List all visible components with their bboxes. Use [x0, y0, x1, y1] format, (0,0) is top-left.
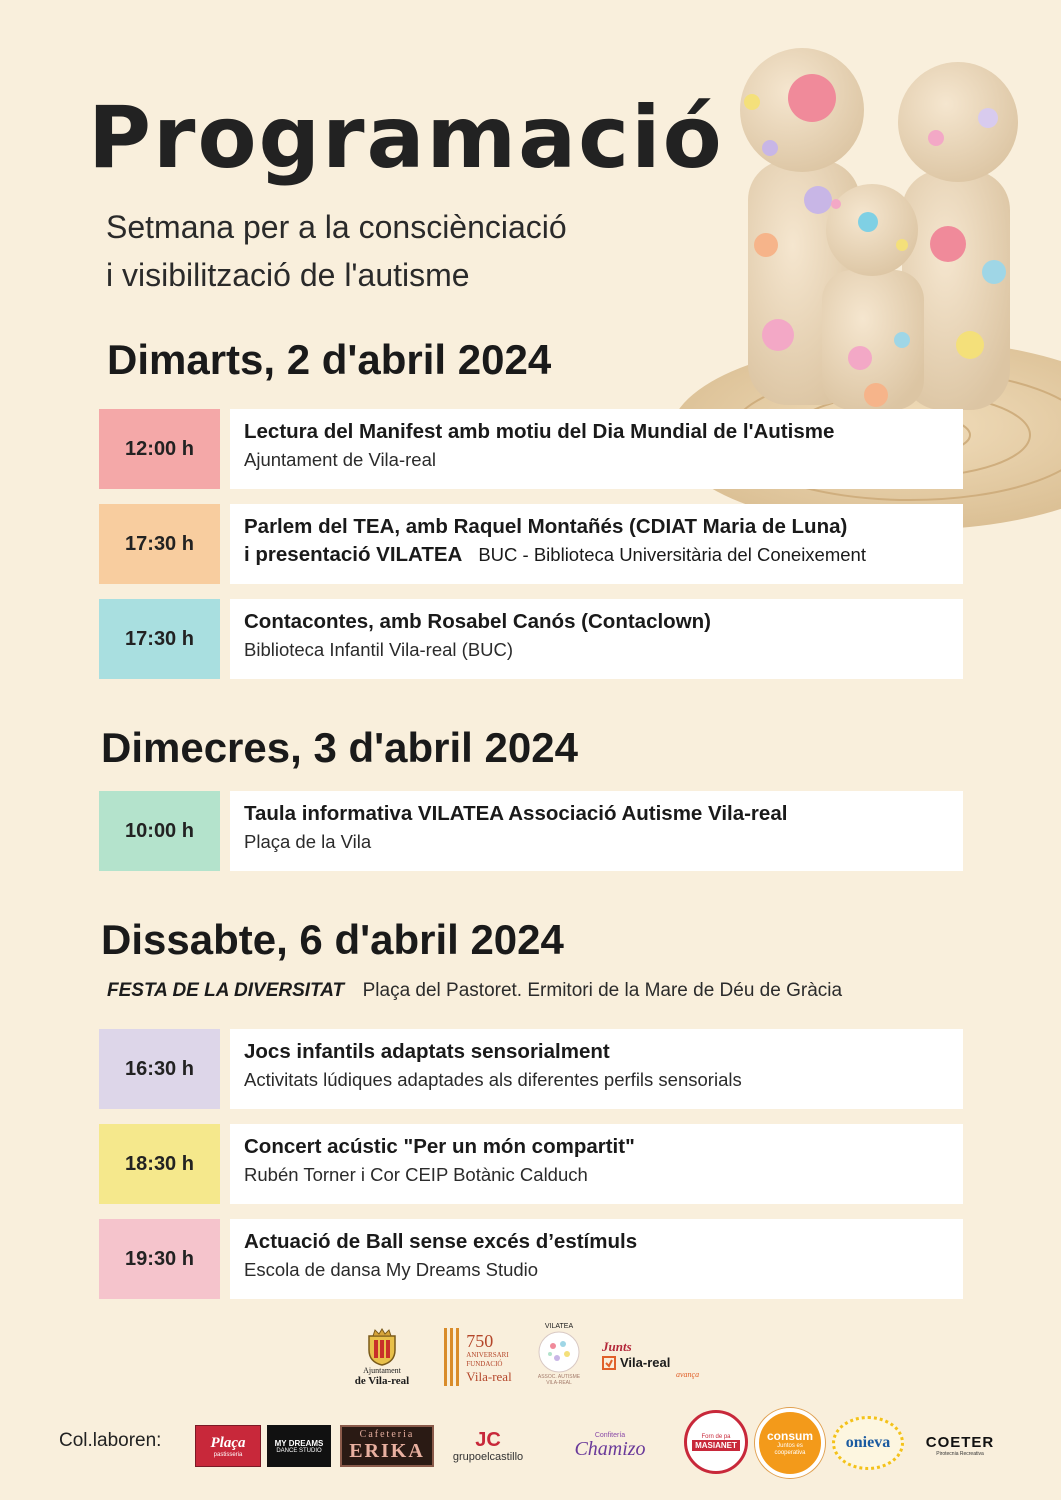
event-row [99, 504, 963, 584]
consum-logo [755, 1408, 825, 1478]
event-card [230, 791, 963, 871]
junts-square-icon [602, 1356, 616, 1370]
event-subtitle: Biblioteca Infantil Vila-real (BUC) [244, 639, 514, 660]
ajuntament-line-2: de Vila-real [354, 1374, 410, 1387]
day-heading: Dimecres, 3 d'abril 2024 [101, 724, 578, 771]
event-title: Parlem del TEA, amb Raquel Montañés (CDIAT Maria de Luna) [244, 515, 848, 538]
event-subtitle: BUC - Biblioteca Universitària del Coneixement [478, 544, 866, 565]
event-row [99, 1124, 963, 1204]
junts-line-2: Vila-real [620, 1355, 671, 1370]
collaborators-label: Col.laboren: [59, 1430, 162, 1451]
event-subtitle: Plaça de la Vila [244, 831, 372, 852]
junts-line-1: Junts [602, 1339, 632, 1354]
event-time: 17:30 h [99, 504, 220, 584]
event-row [99, 409, 963, 489]
event-row [99, 1029, 963, 1109]
event-subtitle: Rubén Torner i Cor CEIP Botànic Calduch [244, 1164, 588, 1185]
day-heading: Dimarts, 2 d'abril 2024 [107, 336, 552, 383]
ajuntament-logo [352, 1324, 412, 1390]
event-card [230, 504, 963, 584]
sponsor-name: MASIANET [692, 1440, 740, 1451]
fundacio-line-2: FUNDACIÓ [466, 1359, 503, 1368]
vilatea-circle-icon [537, 1330, 581, 1374]
event-title: Taula informativa VILATEA Associació Autisme Vila-real [244, 802, 788, 825]
sponsor-name: ERIKA [349, 1440, 425, 1462]
event-subtitle: Escola de dansa My Dreams Studio [244, 1259, 539, 1280]
event-row [99, 599, 963, 679]
vilatea-sub: ASSOC. AUTISME VILA-REAL [537, 1373, 581, 1386]
junts-logo [602, 1334, 706, 1384]
fundacio-number: 750 [466, 1330, 494, 1351]
event-row [99, 791, 963, 871]
sponsor-name: Chamizo [574, 1437, 646, 1460]
sponsor-name: onieva [845, 1434, 891, 1451]
event-card [230, 1124, 963, 1204]
event-title: Jocs infantils adaptats sensorialment [244, 1040, 610, 1063]
sponsor-sub: JC [475, 1429, 501, 1451]
event-title: Concert acústic "Per un món compartit" [244, 1135, 635, 1158]
sponsor-sub: Cafeteria [359, 1429, 415, 1440]
fundacio-line-3: Vila-real [466, 1368, 512, 1384]
festa-line [107, 980, 842, 1002]
subtitle-line-1: Setmana per a la consciènciació [106, 209, 567, 245]
event-subtitle: Activitats lúdiques adaptades als diferentes perfils sensorials [244, 1069, 742, 1090]
sponsor-sub: DANCE STUDIO [276, 1447, 322, 1454]
masianet-logo [684, 1410, 748, 1474]
sponsor-name: COETER [925, 1434, 995, 1451]
event-title: Lectura del Manifest amb motiu del Dia Mundial de l'Autisme [244, 420, 835, 443]
event-row [99, 1219, 963, 1299]
event-card [230, 1219, 963, 1299]
event-title: Contacontes, amb Rosabel Canós (Contaclown) [244, 610, 711, 633]
festa-label: FESTA DE LA DIVERSITAT [107, 980, 345, 1001]
sponsor-sub: pastisseria [213, 1451, 243, 1458]
coeter-logo [915, 1430, 1005, 1462]
sponsor-name: consum [766, 1429, 813, 1443]
chamizo-logo [546, 1428, 674, 1462]
subtitle-line-2: i visibilització de l'autisme [106, 257, 470, 293]
sponsor-sub: Pirotecnia Recreativa [936, 1451, 984, 1457]
event-time: 10:00 h [99, 791, 220, 871]
vilatea-logo [532, 1322, 586, 1386]
sponsor-sub: Forn de pa [701, 1433, 731, 1440]
fundacio-line-1: ANIVERSARI [466, 1350, 509, 1359]
event-time: 16:30 h [99, 1029, 220, 1109]
event-time: 17:30 h [99, 599, 220, 679]
event-title-line-2: i presentació VILATEA [244, 543, 463, 566]
sponsor-name: MY DREAMS [274, 1438, 324, 1448]
event-time: 19:30 h [99, 1219, 220, 1299]
ajuntament-line-1: Ajuntament [363, 1365, 401, 1375]
page-subtitle [106, 203, 567, 299]
placa-logo [195, 1425, 261, 1467]
event-time: 12:00 h [99, 409, 220, 489]
event-subtitle: Ajuntament de Vila-real [244, 449, 436, 470]
grupo-el-castillo-logo [439, 1424, 537, 1468]
cafeteria-erika-logo [340, 1425, 434, 1467]
my-dreams-logo [267, 1425, 331, 1467]
sponsor-name: grupoelcastillo [452, 1451, 524, 1463]
stripes-icon [442, 1328, 462, 1386]
day-heading: Dissabte, 6 d'abril 2024 [101, 916, 564, 963]
sponsor-name: Plaça [210, 1434, 246, 1451]
junts-line-3: avança [676, 1370, 700, 1379]
page-title: Programació [88, 88, 724, 188]
fundacio-750-logo [434, 1326, 520, 1388]
organizer-logos [0, 1318, 1061, 1398]
vilatea-name: VILATEA [544, 1322, 574, 1330]
event-title: Actuació de Ball sense excés d’estímuls [244, 1230, 638, 1253]
sponsor-sub: Confitería [594, 1431, 626, 1439]
sponsor-sub: Juntos es cooperativa [774, 1443, 806, 1456]
event-card [230, 1029, 963, 1109]
onieva-logo [832, 1416, 904, 1470]
event-time: 18:30 h [99, 1124, 220, 1204]
event-card [230, 599, 963, 679]
festa-place: Plaça del Pastoret. Ermitori de la Mare de Déu de Gràcia [362, 980, 843, 1001]
event-card [230, 409, 963, 489]
coat-of-arms-icon [365, 1328, 399, 1366]
